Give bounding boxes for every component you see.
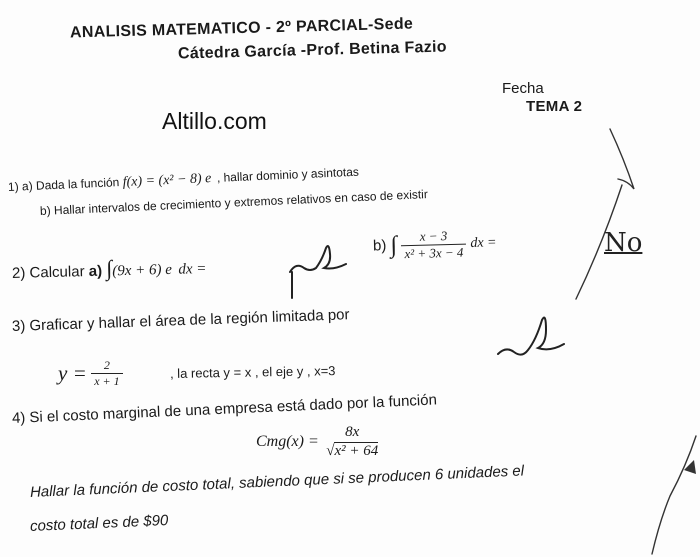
exam-title: ANALISIS MATEMATICO - 2º PARCIAL-Sede: [69, 15, 414, 42]
question-2a-integrand: (9x + 6) e: [112, 261, 173, 280]
question-1a: [8, 163, 360, 196]
corner-stroke-icon: [640, 430, 700, 557]
question-2b-denominator: x² + 3x − 4: [401, 244, 466, 263]
question-4: 4) Si el costo marginal de una empresa está dado por la función: [11, 391, 438, 427]
question-4-denominator: √x² + 64: [326, 443, 379, 459]
slash-mark-icon: [566, 125, 646, 305]
question-3-rest: , la recta y = x , el eje y , x=3: [169, 363, 336, 381]
question-1b: b) Hallar intervalos de crecimiento y extremos relativos en caso de existir: [39, 187, 429, 218]
question-3-numerator: 2: [103, 358, 110, 372]
question-3-formula: [58, 358, 123, 389]
question-4-lhs: Cmg(x) =: [256, 433, 319, 450]
check-mark-q3-icon: [494, 310, 574, 370]
question-2b-dx: dx =: [470, 235, 497, 251]
question-2a-label: a): [88, 262, 103, 280]
question-4-formula: [256, 424, 381, 460]
question-3-denominator: x + 1: [91, 373, 122, 389]
question-2a-dx: dx =: [178, 260, 207, 278]
fecha-label: Fecha: [502, 80, 544, 97]
question-2: 2) Calcular a) ∫(9x + 6) e dx =: [11, 255, 207, 282]
question-2b-label: b): [372, 237, 387, 255]
question-2b-numerator: x − 3: [419, 228, 448, 244]
exam-subtitle: Cátedra García -Prof. Betina Fazio: [177, 38, 448, 63]
question-4-line1: Hallar la función de costo total, sabiendo que si se producen 6 unidades el: [29, 462, 525, 501]
watermark: Altillo.com: [162, 108, 267, 134]
handwritten-no: No: [604, 228, 643, 258]
question-4-numerator: 8x: [345, 424, 360, 440]
question-1a-prefix: 1) a) Dada la función: [7, 175, 120, 194]
question-4-line2: costo total es de $90: [29, 511, 169, 535]
question-3: 3) Graficar y hallar el área de la región limitada por: [11, 306, 350, 335]
question-1a-suffix: , hallar dominio y asintotas: [216, 164, 360, 185]
question-3-lhs: y =: [58, 361, 87, 385]
check-mark-q2a-icon: [286, 222, 356, 302]
tema-label: TEMA 2: [526, 98, 583, 115]
question-1a-formula: f(x) = (x² − 8) e: [122, 171, 212, 190]
question-2b: b) ∫ $\frac{x - 3}{\text{x² + 3x − 4}}$ dx =: [372, 228, 497, 262]
question-2-label: 2) Calcular: [11, 263, 85, 282]
